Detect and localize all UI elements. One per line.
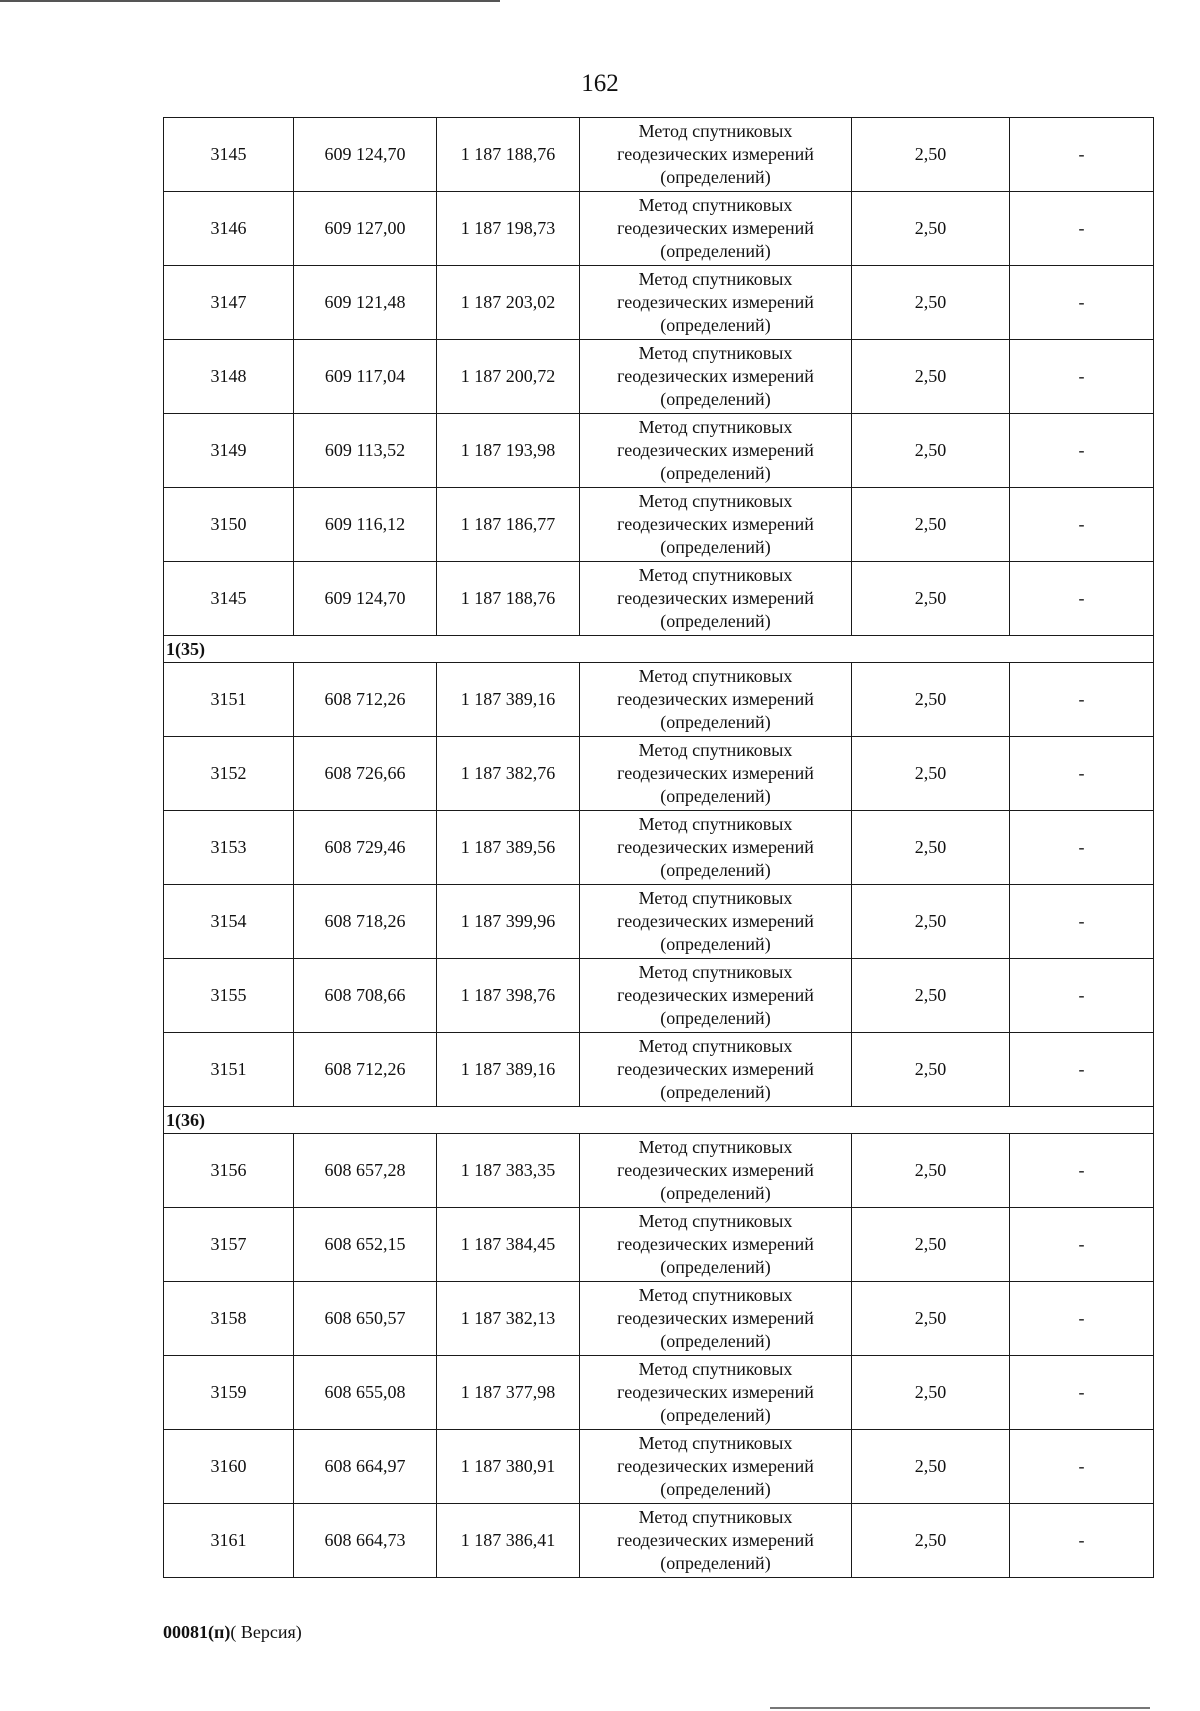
- y-coordinate-cell: 1 187 377,98: [437, 1356, 580, 1430]
- point-number-cell: 3150: [164, 488, 294, 562]
- group-header-row: [164, 636, 1154, 663]
- method-cell: [580, 1356, 852, 1430]
- table-row: [164, 663, 1154, 737]
- method-line: геодезических измерений: [617, 514, 814, 534]
- method-cell: [580, 737, 852, 811]
- scan-edge-bottom: [770, 1707, 1150, 1709]
- method-line: Метод спутниковых: [638, 491, 793, 511]
- table-row: [164, 959, 1154, 1033]
- precision-cell: 2,50: [852, 737, 1010, 811]
- group-label: 1(36): [164, 1107, 1154, 1134]
- method-line: (определений): [660, 786, 771, 806]
- x-coordinate-cell: 608 650,57: [294, 1282, 437, 1356]
- method-cell: [580, 663, 852, 737]
- method-line: Метод спутниковых: [638, 1036, 793, 1056]
- method-line: Метод спутниковых: [638, 417, 793, 437]
- description-cell: -: [1010, 488, 1154, 562]
- y-coordinate-cell: 1 187 200,72: [437, 340, 580, 414]
- description-cell: -: [1010, 1356, 1154, 1430]
- y-coordinate-cell: 1 187 389,16: [437, 1033, 580, 1107]
- x-coordinate-cell: 609 127,00: [294, 192, 437, 266]
- method-line: геодезических измерений: [617, 292, 814, 312]
- point-number-cell: 3160: [164, 1430, 294, 1504]
- method-line: (определений): [660, 463, 771, 483]
- point-number-cell: 3154: [164, 885, 294, 959]
- y-coordinate-cell: 1 187 203,02: [437, 266, 580, 340]
- description-cell: -: [1010, 1033, 1154, 1107]
- description-cell: -: [1010, 562, 1154, 636]
- method-line: (определений): [660, 1008, 771, 1028]
- precision-cell: 2,50: [852, 118, 1010, 192]
- x-coordinate-cell: 608 708,66: [294, 959, 437, 1033]
- x-coordinate-cell: 609 116,12: [294, 488, 437, 562]
- y-coordinate-cell: 1 187 188,76: [437, 562, 580, 636]
- description-cell: -: [1010, 1134, 1154, 1208]
- method-line: геодезических измерений: [617, 440, 814, 460]
- x-coordinate-cell: 608 712,26: [294, 1033, 437, 1107]
- x-coordinate-cell: 609 113,52: [294, 414, 437, 488]
- method-line: (определений): [660, 167, 771, 187]
- method-line: Метод спутниковых: [638, 1285, 793, 1305]
- y-coordinate-cell: 1 187 186,77: [437, 488, 580, 562]
- precision-cell: 2,50: [852, 488, 1010, 562]
- precision-cell: 2,50: [852, 885, 1010, 959]
- table-row: [164, 811, 1154, 885]
- table-row: [164, 1208, 1154, 1282]
- coordinates-table-body: [164, 118, 1154, 1578]
- group-header-row: [164, 1107, 1154, 1134]
- y-coordinate-cell: 1 187 380,91: [437, 1430, 580, 1504]
- table-row: [164, 414, 1154, 488]
- method-cell: [580, 192, 852, 266]
- method-cell: [580, 118, 852, 192]
- method-line: геодезических измерений: [617, 689, 814, 709]
- y-coordinate-cell: 1 187 389,16: [437, 663, 580, 737]
- method-line: геодезических измерений: [617, 218, 814, 238]
- method-cell: [580, 1430, 852, 1504]
- point-number-cell: 3151: [164, 663, 294, 737]
- point-number-cell: 3153: [164, 811, 294, 885]
- precision-cell: 2,50: [852, 959, 1010, 1033]
- description-cell: -: [1010, 1282, 1154, 1356]
- y-coordinate-cell: 1 187 193,98: [437, 414, 580, 488]
- point-number-cell: 3161: [164, 1504, 294, 1578]
- precision-cell: 2,50: [852, 562, 1010, 636]
- method-line: (определений): [660, 1479, 771, 1499]
- method-cell: [580, 1504, 852, 1578]
- method-cell: [580, 562, 852, 636]
- footer-label: ( Версия): [230, 1622, 302, 1642]
- y-coordinate-cell: 1 187 383,35: [437, 1134, 580, 1208]
- method-line: геодезических измерений: [617, 837, 814, 857]
- method-line: (определений): [660, 1405, 771, 1425]
- method-line: Метод спутниковых: [638, 195, 793, 215]
- method-line: (определений): [660, 1553, 771, 1573]
- method-cell: [580, 1208, 852, 1282]
- method-line: (определений): [660, 934, 771, 954]
- table-row: [164, 885, 1154, 959]
- method-line: Метод спутниковых: [638, 1433, 793, 1453]
- precision-cell: 2,50: [852, 663, 1010, 737]
- method-line: (определений): [660, 537, 771, 557]
- y-coordinate-cell: 1 187 389,56: [437, 811, 580, 885]
- x-coordinate-cell: 608 718,26: [294, 885, 437, 959]
- x-coordinate-cell: 608 652,15: [294, 1208, 437, 1282]
- x-coordinate-cell: 608 726,66: [294, 737, 437, 811]
- method-cell: [580, 1134, 852, 1208]
- method-line: (определений): [660, 389, 771, 409]
- method-line: (определений): [660, 241, 771, 261]
- x-coordinate-cell: 609 124,70: [294, 118, 437, 192]
- method-line: геодезических измерений: [617, 1160, 814, 1180]
- method-line: (определений): [660, 1331, 771, 1351]
- precision-cell: 2,50: [852, 414, 1010, 488]
- x-coordinate-cell: 608 712,26: [294, 663, 437, 737]
- point-number-cell: 3145: [164, 562, 294, 636]
- point-number-cell: 3146: [164, 192, 294, 266]
- point-number-cell: 3152: [164, 737, 294, 811]
- method-line: (определений): [660, 1257, 771, 1277]
- method-line: Метод спутниковых: [638, 1359, 793, 1379]
- point-number-cell: 3155: [164, 959, 294, 1033]
- method-cell: [580, 414, 852, 488]
- method-line: Метод спутниковых: [638, 1211, 793, 1231]
- point-number-cell: 3148: [164, 340, 294, 414]
- method-line: (определений): [660, 860, 771, 880]
- method-cell: [580, 340, 852, 414]
- group-label: 1(35): [164, 636, 1154, 663]
- x-coordinate-cell: 609 121,48: [294, 266, 437, 340]
- point-number-cell: 3159: [164, 1356, 294, 1430]
- method-line: (определений): [660, 712, 771, 732]
- coordinates-table: [163, 117, 1154, 1578]
- description-cell: -: [1010, 811, 1154, 885]
- description-cell: -: [1010, 192, 1154, 266]
- description-cell: -: [1010, 737, 1154, 811]
- point-number-cell: 3149: [164, 414, 294, 488]
- description-cell: -: [1010, 663, 1154, 737]
- x-coordinate-cell: 609 117,04: [294, 340, 437, 414]
- description-cell: -: [1010, 1430, 1154, 1504]
- method-line: (определений): [660, 1082, 771, 1102]
- table-row: [164, 488, 1154, 562]
- method-line: Метод спутниковых: [638, 888, 793, 908]
- precision-cell: 2,50: [852, 1208, 1010, 1282]
- scan-edge-top: [0, 0, 500, 2]
- description-cell: -: [1010, 959, 1154, 1033]
- method-line: геодезических измерений: [617, 1530, 814, 1550]
- method-line: геодезических измерений: [617, 911, 814, 931]
- y-coordinate-cell: 1 187 398,76: [437, 959, 580, 1033]
- method-line: Метод спутниковых: [638, 814, 793, 834]
- method-cell: [580, 811, 852, 885]
- description-cell: -: [1010, 414, 1154, 488]
- precision-cell: 2,50: [852, 1282, 1010, 1356]
- table-row: [164, 1356, 1154, 1430]
- table-row: [164, 192, 1154, 266]
- method-line: геодезических измерений: [617, 1234, 814, 1254]
- method-line: геодезических измерений: [617, 366, 814, 386]
- method-cell: [580, 266, 852, 340]
- point-number-cell: 3151: [164, 1033, 294, 1107]
- precision-cell: 2,50: [852, 811, 1010, 885]
- method-line: геодезических измерений: [617, 763, 814, 783]
- table-row: [164, 1033, 1154, 1107]
- method-line: геодезических измерений: [617, 1059, 814, 1079]
- method-line: Метод спутниковых: [638, 269, 793, 289]
- description-cell: -: [1010, 340, 1154, 414]
- precision-cell: 2,50: [852, 266, 1010, 340]
- point-number-cell: 3147: [164, 266, 294, 340]
- table-row: [164, 737, 1154, 811]
- precision-cell: 2,50: [852, 340, 1010, 414]
- precision-cell: 2,50: [852, 1134, 1010, 1208]
- page-number: 162: [581, 70, 619, 97]
- point-number-cell: 3145: [164, 118, 294, 192]
- method-line: (определений): [660, 1183, 771, 1203]
- method-cell: [580, 959, 852, 1033]
- method-cell: [580, 1282, 852, 1356]
- y-coordinate-cell: 1 187 198,73: [437, 192, 580, 266]
- y-coordinate-cell: 1 187 188,76: [437, 118, 580, 192]
- table-row: [164, 1504, 1154, 1578]
- method-line: (определений): [660, 315, 771, 335]
- method-line: Метод спутниковых: [638, 740, 793, 760]
- table-row: [164, 1134, 1154, 1208]
- x-coordinate-cell: 608 664,73: [294, 1504, 437, 1578]
- method-cell: [580, 488, 852, 562]
- method-line: Метод спутниковых: [638, 565, 793, 585]
- method-cell: [580, 885, 852, 959]
- footer: [163, 1622, 302, 1643]
- description-cell: -: [1010, 1504, 1154, 1578]
- method-line: (определений): [660, 611, 771, 631]
- x-coordinate-cell: 608 729,46: [294, 811, 437, 885]
- method-line: Метод спутниковых: [638, 121, 793, 141]
- method-cell: [580, 1033, 852, 1107]
- method-line: геодезических измерений: [617, 1456, 814, 1476]
- table-row: [164, 1282, 1154, 1356]
- table-row: [164, 118, 1154, 192]
- method-line: геодезических измерений: [617, 985, 814, 1005]
- method-line: Метод спутниковых: [638, 962, 793, 982]
- x-coordinate-cell: 608 664,97: [294, 1430, 437, 1504]
- method-line: Метод спутниковых: [638, 1507, 793, 1527]
- precision-cell: 2,50: [852, 192, 1010, 266]
- x-coordinate-cell: 608 655,08: [294, 1356, 437, 1430]
- point-number-cell: 3157: [164, 1208, 294, 1282]
- precision-cell: 2,50: [852, 1033, 1010, 1107]
- y-coordinate-cell: 1 187 382,13: [437, 1282, 580, 1356]
- method-line: геодезических измерений: [617, 144, 814, 164]
- x-coordinate-cell: 608 657,28: [294, 1134, 437, 1208]
- table-row: [164, 340, 1154, 414]
- method-line: геодезических измерений: [617, 1382, 814, 1402]
- precision-cell: 2,50: [852, 1356, 1010, 1430]
- description-cell: -: [1010, 885, 1154, 959]
- table-row: [164, 266, 1154, 340]
- precision-cell: 2,50: [852, 1430, 1010, 1504]
- table-row: [164, 1430, 1154, 1504]
- footer-code: 00081(п): [163, 1622, 231, 1642]
- y-coordinate-cell: 1 187 386,41: [437, 1504, 580, 1578]
- method-line: Метод спутниковых: [638, 1137, 793, 1157]
- description-cell: -: [1010, 266, 1154, 340]
- method-line: Метод спутниковых: [638, 343, 793, 363]
- description-cell: -: [1010, 118, 1154, 192]
- method-line: Метод спутниковых: [638, 666, 793, 686]
- method-line: геодезических измерений: [617, 1308, 814, 1328]
- y-coordinate-cell: 1 187 399,96: [437, 885, 580, 959]
- y-coordinate-cell: 1 187 382,76: [437, 737, 580, 811]
- point-number-cell: 3156: [164, 1134, 294, 1208]
- description-cell: -: [1010, 1208, 1154, 1282]
- method-line: геодезических измерений: [617, 588, 814, 608]
- precision-cell: 2,50: [852, 1504, 1010, 1578]
- x-coordinate-cell: 609 124,70: [294, 562, 437, 636]
- point-number-cell: 3158: [164, 1282, 294, 1356]
- y-coordinate-cell: 1 187 384,45: [437, 1208, 580, 1282]
- table-row: [164, 562, 1154, 636]
